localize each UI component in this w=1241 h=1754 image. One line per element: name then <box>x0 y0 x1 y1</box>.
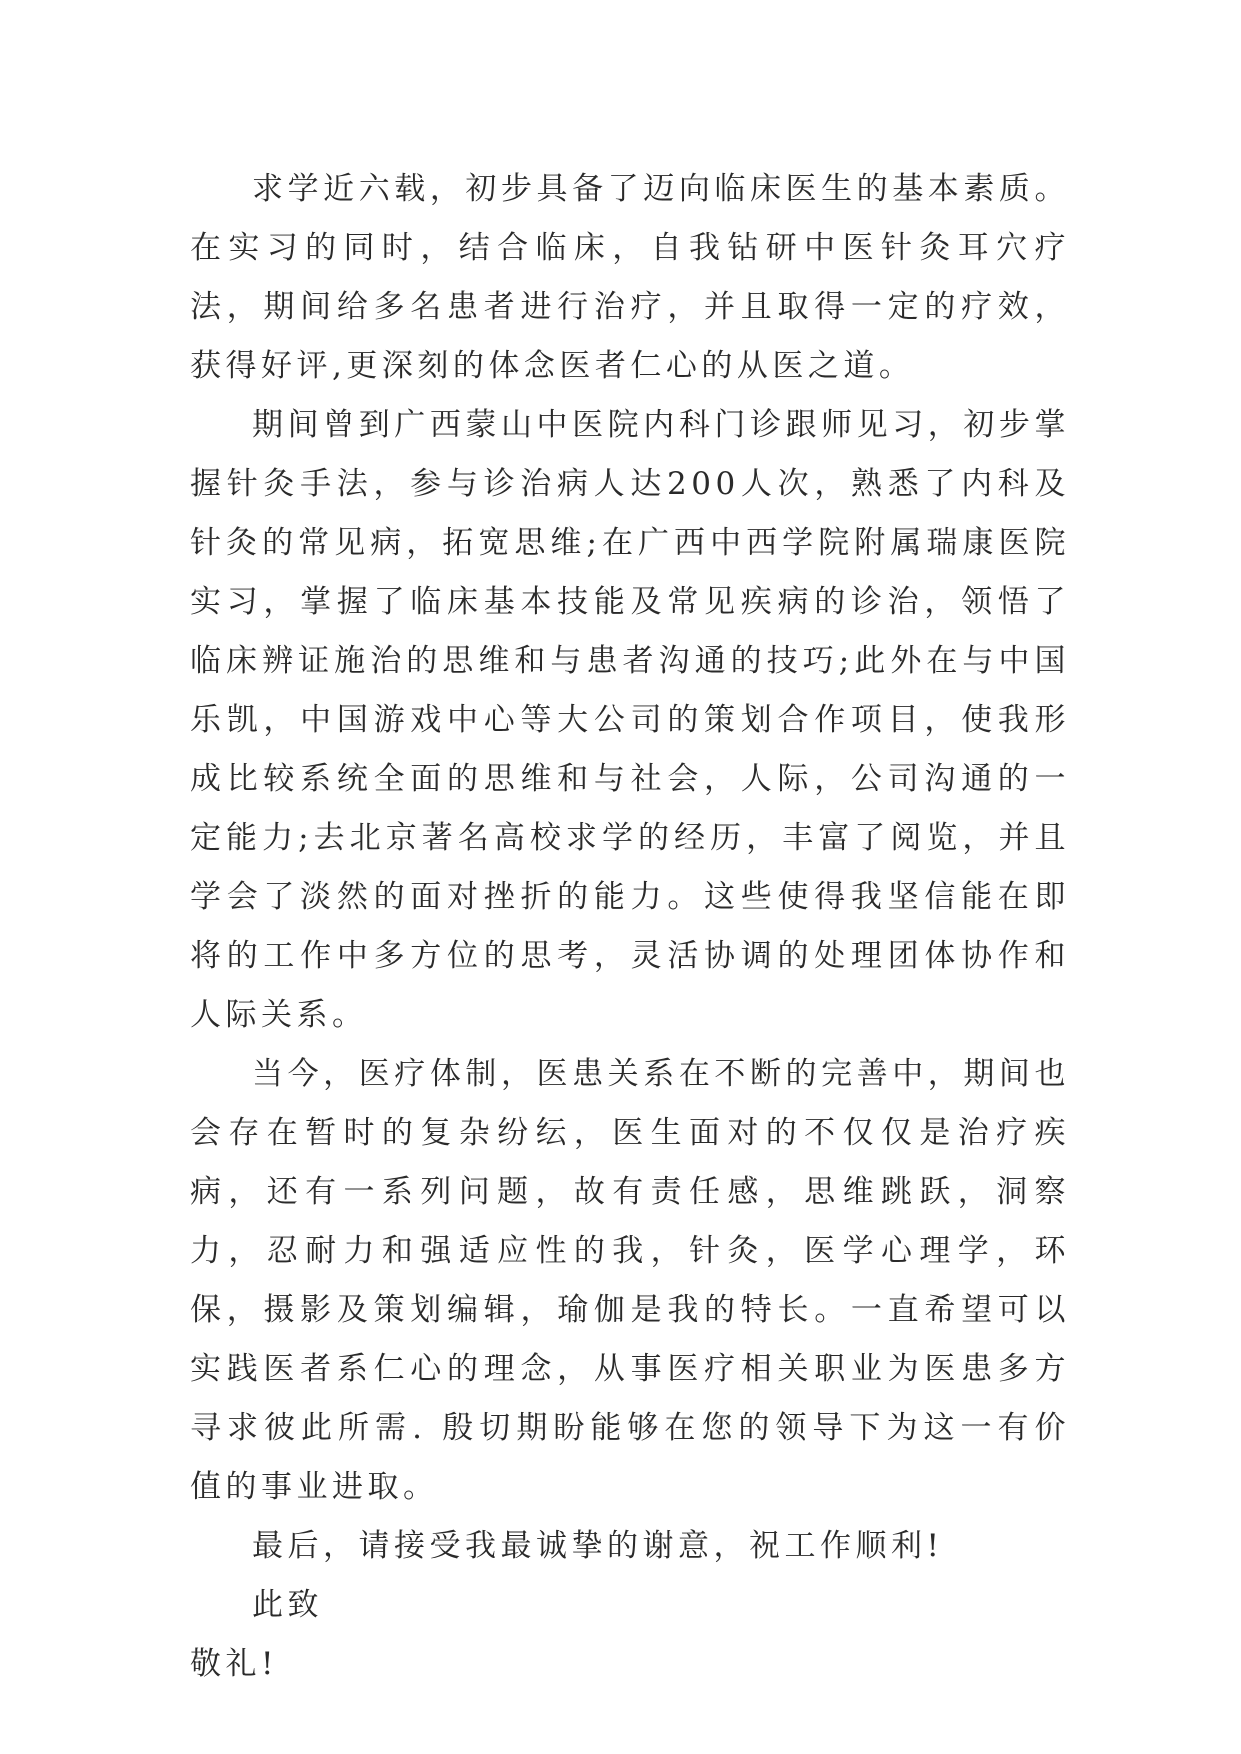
paragraph-thanks: 最后，请接受我最诚挚的谢意，祝工作顺利! <box>252 1528 944 1564</box>
paragraph-study-background: 求学近六载，初步具备了迈向临床医生的基本素质。在实习的同时，结合临床，自我钻研中医针灸耳穴疗法，期间给多名患者进行治疗，并且取得一定的疗效，获得好评,更深刻的体念医者仁心的从医之道。 <box>190 171 1070 384</box>
paragraph-motivation: 当今，医疗体制，医患关系在不断的完善中，期间也会存在暂时的复杂纷纭，医生面对的不仅仅是治疗疾病，还有一系列问题，故有责任感，思维跳跃，洞察力，忍耐力和强适应性的我，针灸，医学心理学，环保，摄影及策划编辑，瑜伽是我的特长。一直希望可以实践医者系仁心的理念，从事医疗相关职业为医患多方寻求彼此所需. 殷切期盼能够在您的领导下为这一有价值的事业进取。 <box>190 1056 1070 1505</box>
salutation: 敬礼! <box>190 1646 278 1682</box>
paragraph-internship-experience: 期间曾到广西蒙山中医院内科门诊跟师见习，初步掌握针灸手法，参与诊治病人达200人次，熟悉了内科及针灸的常见病，拓宽思维;在广西中西学院附属瑞康医院实习，掌握了临床基本技能及常见疾病的诊治，领悟了临床辨证施治的思维和与患者沟通的技巧;此外在与中国乐凯，中国游戏中心等大公司的策划合作项目，使我形成比较系统全面的思维和与社会，人际，公司沟通的一定能力;去北京著名高校求学的经历，丰富了阅览，并且学会了淡然的面对挫折的能力。这些使得我坚信能在即将的工作中多方位的思考，灵活协调的处理团体协作和人际关系。 <box>190 407 1070 1033</box>
closing-phrase: 此致 <box>252 1587 323 1623</box>
letter-body <box>190 160 1070 1694</box>
